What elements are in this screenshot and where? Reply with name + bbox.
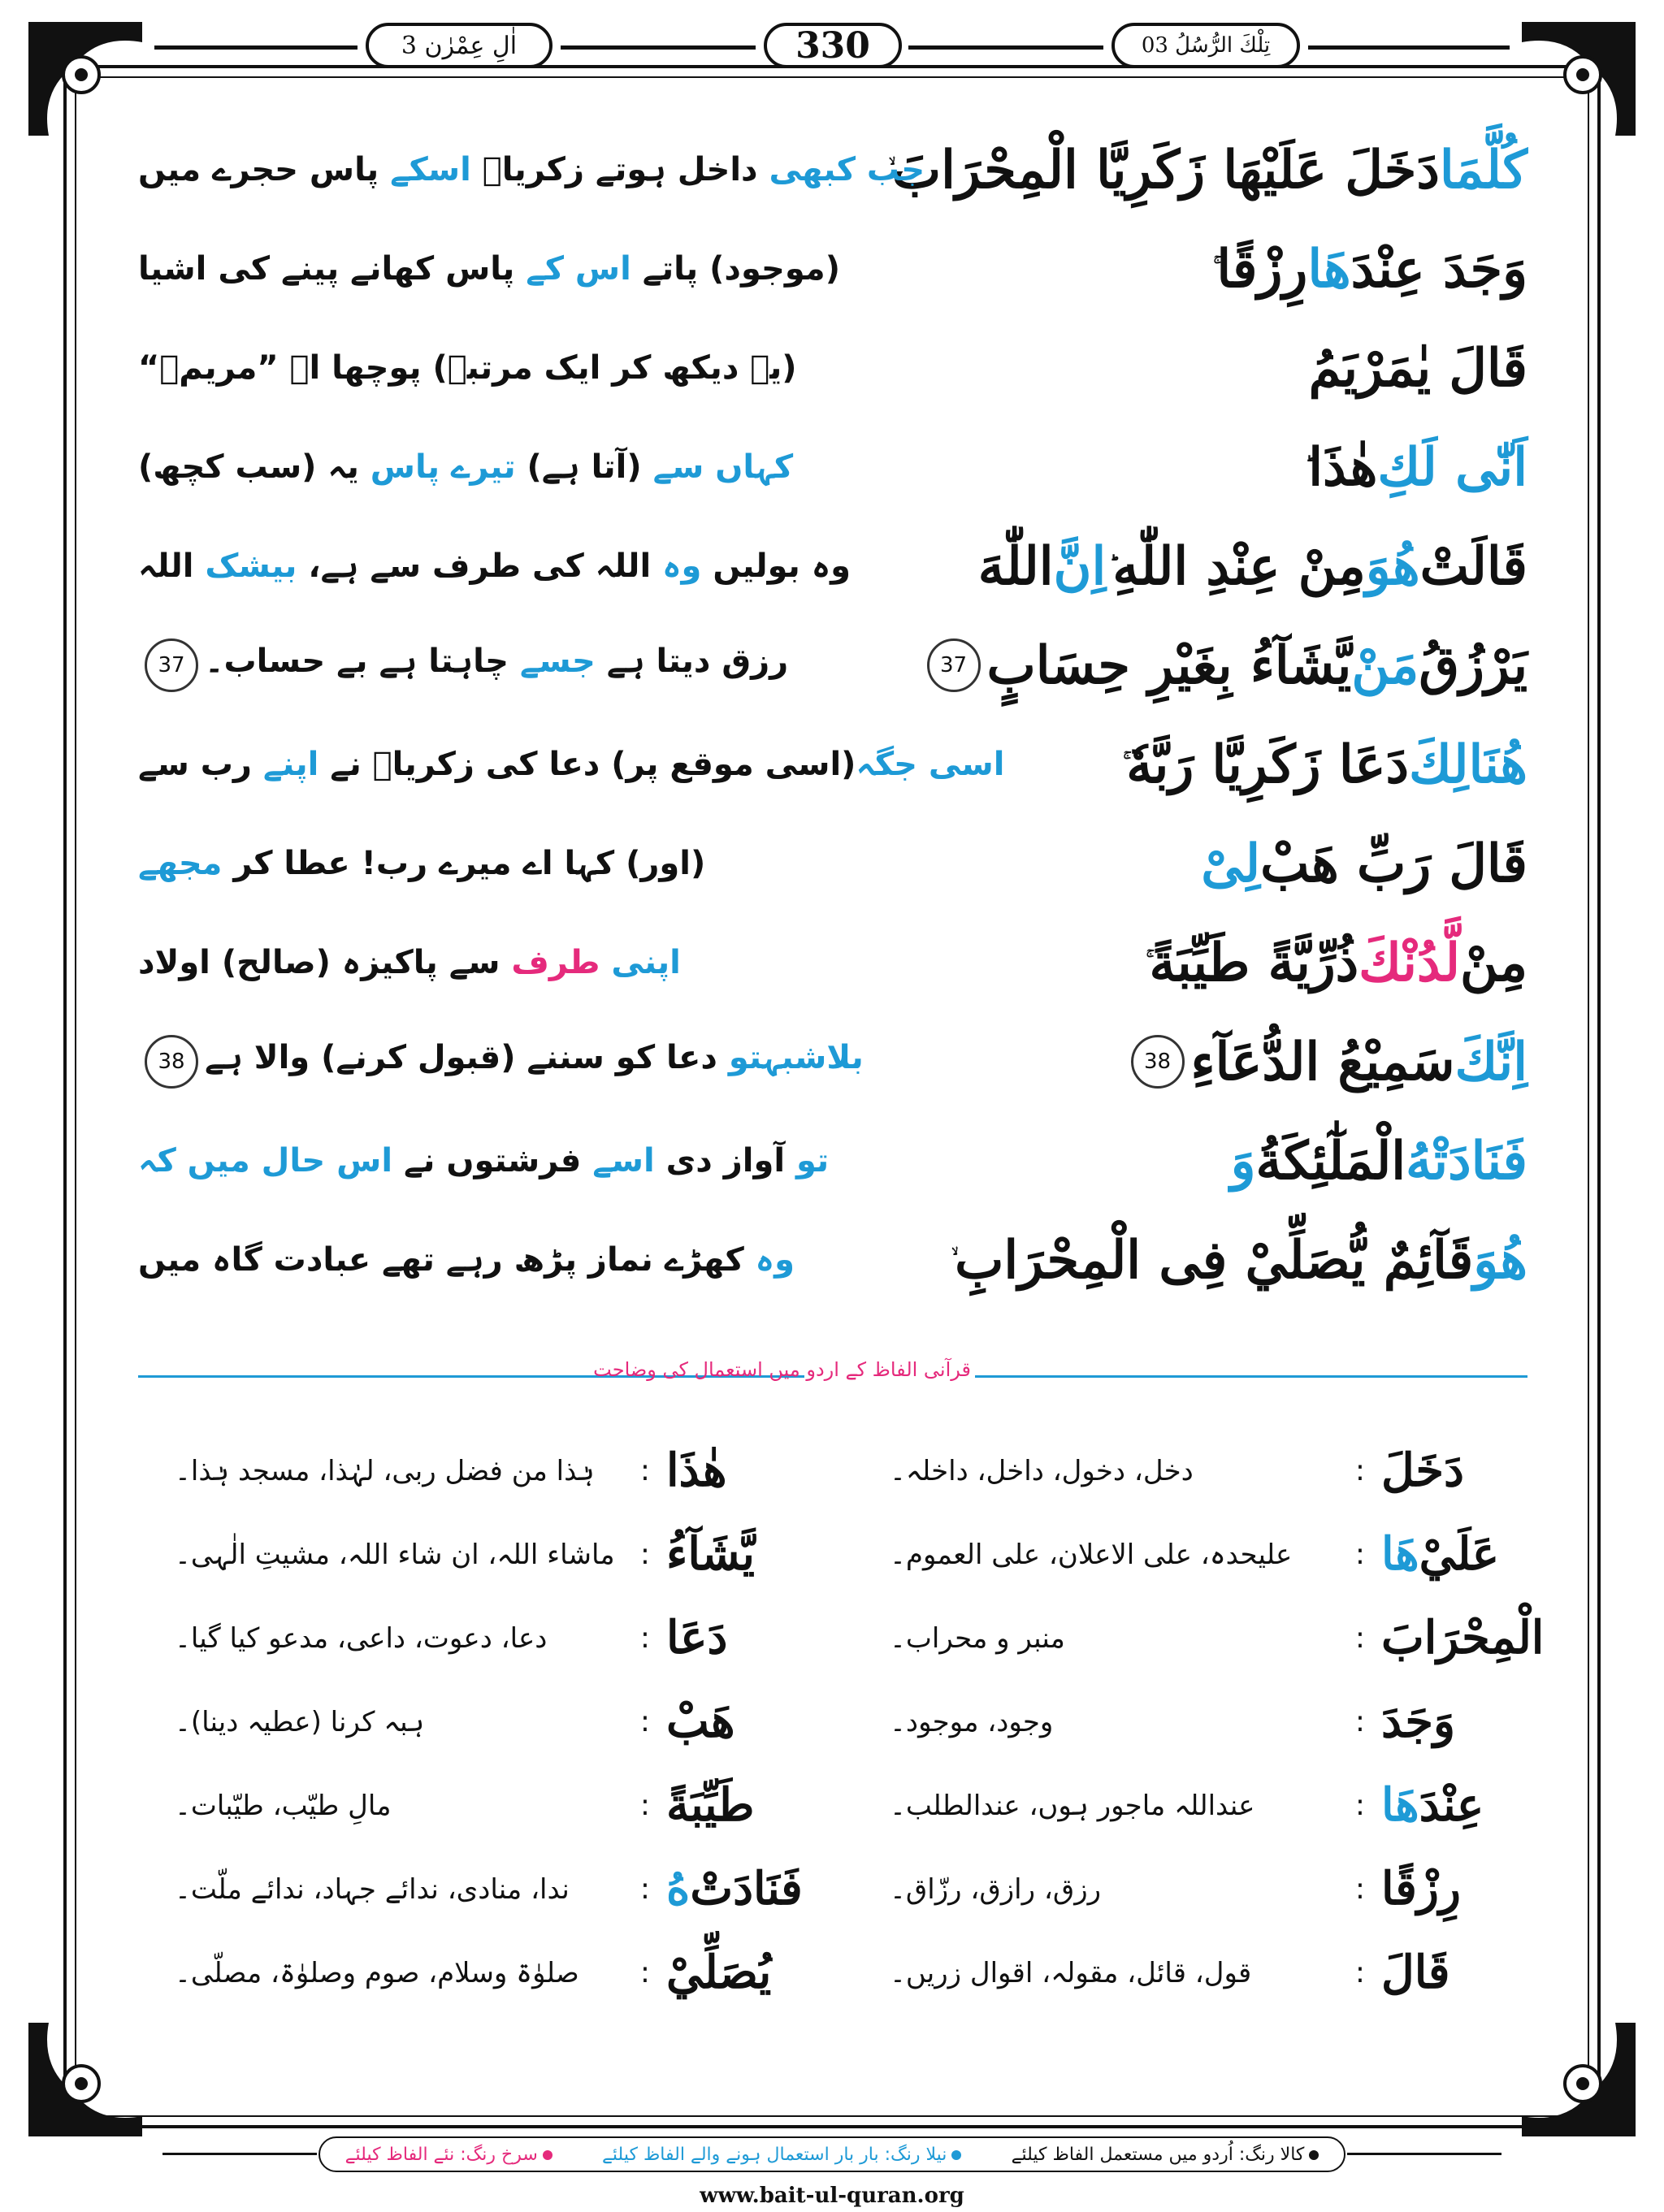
text-segment: کھڑے نماز پڑھ رہے تھے عبادت گاہ میں — [138, 1241, 756, 1279]
text-segment: وہ — [755, 1241, 795, 1279]
text-segment: هَبْ — [666, 1695, 735, 1748]
arabic-verse — [1309, 318, 1528, 418]
glossary-definition: وجود، موجود۔ — [890, 1705, 1054, 1738]
ayah-number-marker: 38 — [1131, 1035, 1185, 1089]
glossary-separator: : — [1354, 1788, 1365, 1822]
verse-row — [138, 715, 1528, 814]
glossary-separator: : — [639, 1955, 650, 1989]
glossary-definition: قول، قائل، مقولہ، اقوال زریں۔ — [890, 1956, 1252, 1989]
glossary-word — [1381, 1597, 1545, 1678]
text-segment: هَا — [1381, 1778, 1419, 1832]
verse-row — [138, 913, 1528, 1012]
arabic-verse — [1201, 814, 1528, 913]
legend-blue: نیلا رنگ: بار بار استعمال ہونے والے الفاظ کیلئے — [602, 2145, 961, 2165]
glossary-entry — [171, 1430, 812, 1511]
urdu-translation — [138, 1035, 864, 1089]
glossary-definition: صلوٰۃ وسلام، صوم وصلوٰۃ، مصلّی۔ — [175, 1956, 579, 1989]
text-segment: یہ (سب کچھ) — [138, 448, 370, 486]
text-segment: فَنَادَتْهُ — [1405, 1130, 1528, 1192]
website-url[interactable]: www.bait-ul-quran.org — [700, 2184, 964, 2208]
glossary-word — [1381, 1681, 1528, 1762]
footer-rule — [1347, 2153, 1502, 2155]
text-segment: هُنَالِكَ — [1409, 734, 1528, 795]
glossary-separator: : — [639, 1872, 650, 1906]
text-segment: بیشک — [205, 548, 297, 585]
urdu-translation — [138, 448, 793, 486]
text-segment: اِنَّكَ — [1454, 1031, 1528, 1093]
arabic-verse — [948, 1210, 1528, 1309]
text-segment: اللہ — [138, 548, 206, 585]
glossary-entry — [886, 1764, 1528, 1846]
glossary-separator: : — [639, 1621, 650, 1655]
text-segment: اس حال میں کہ — [138, 1142, 393, 1180]
glossary-separator: : — [639, 1704, 650, 1738]
glossary-heading: قرآنی الفاظ کے اردو میں استعمال کی وضاحت — [593, 1358, 971, 1381]
text-segment: هُوَ — [1473, 1229, 1528, 1291]
ayah-number-marker: 37 — [145, 638, 198, 692]
text-segment: رِزْقًا — [1216, 238, 1308, 300]
glossary-entry — [886, 1513, 1528, 1595]
text-segment: الْمِحْرَابَ — [1381, 1611, 1545, 1664]
glossary-entry — [886, 1597, 1545, 1678]
glossary-word — [1381, 1764, 1528, 1846]
text-segment: دَعَا زَكَرِيَّا رَبَّهٗ — [1126, 734, 1409, 795]
text-segment: ذُرِّيَّةً طَيِّبَةً — [1149, 932, 1359, 993]
urdu-translation — [138, 638, 788, 692]
arabic-verse — [886, 120, 1528, 219]
glossary-separator: : — [639, 1537, 650, 1571]
text-segment: قَالَ يٰمَرْيَمُ — [1308, 337, 1528, 399]
glossary-entry — [886, 1681, 1528, 1762]
glossary-definition: دعا، دعوت، داعی، مدعو کیا گیا۔ — [175, 1621, 548, 1655]
urdu-translation — [138, 548, 851, 585]
verse-row — [138, 120, 1528, 219]
glossary-definition: رزق، رازق، رزّاق۔ — [890, 1872, 1102, 1906]
text-segment: مجھے — [138, 845, 223, 882]
text-segment: طرف — [511, 944, 600, 981]
glossary-entry — [886, 1848, 1528, 1929]
footer-rule — [162, 2153, 317, 2155]
glossary-word — [666, 1764, 812, 1846]
verse-row — [138, 616, 1528, 715]
text-segment: چاہتا ہے بے حساب۔ — [205, 643, 520, 680]
text-segment: جب كبھی — [769, 151, 925, 188]
verse-row — [138, 1012, 1528, 1111]
color-legend — [318, 2136, 1346, 2172]
glossary-word — [1381, 1848, 1528, 1929]
glossary-word — [1381, 1932, 1528, 2013]
glossary-separator: : — [639, 1788, 650, 1822]
glossary-definition: منبر و محراب۔ — [890, 1621, 1065, 1655]
urdu-translation — [138, 1241, 795, 1279]
glossary-definition: علیحدہ، علی الاعلان، علی العموم۔ — [890, 1538, 1293, 1571]
text-segment: اسے — [592, 1142, 655, 1180]
text-segment: دَخَلَ عَلَيْهَا زَكَرِيَّا الْمِحْرَابَ — [891, 139, 1440, 201]
header-rule — [561, 45, 756, 50]
text-segment: رِزْقًا — [1381, 1862, 1461, 1915]
glossary-separator: : — [1354, 1955, 1365, 1989]
glossary-word — [1381, 1430, 1528, 1511]
text-segment: يَرْزُقُ — [1419, 634, 1528, 696]
arabic-verse — [1231, 1111, 1528, 1210]
text-segment: يَّشَآءُ بِغَيْرِ حِسَابٍ — [986, 634, 1352, 696]
legend-black: کالا رنگ: اُردو میں مستعمل الفاظ کیلئے — [1012, 2145, 1320, 2165]
arabic-verse — [1302, 418, 1528, 517]
urdu-translation — [138, 746, 1004, 783]
text-segment: قَآئِمٌ يُّصَلِّيْ فِی الْمِحْرَابِ — [955, 1229, 1474, 1291]
text-segment: اپنے — [262, 746, 319, 783]
glossary-definition: مالِ طیّب، طیّبات۔ — [175, 1789, 392, 1822]
text-segment: وَجَدَ — [1381, 1695, 1456, 1748]
text-segment: مِنْ عِنْدِ اللّٰهِ — [1112, 535, 1366, 597]
text-segment: کہاں سے — [652, 448, 794, 486]
header-rule — [1308, 45, 1510, 50]
corner-ornament-icon — [1518, 2019, 1640, 2141]
glossary-separator: : — [1354, 1872, 1365, 1906]
text-segment: قَالَ — [1381, 1946, 1450, 1999]
text-segment: اَنّٰى لَكِ — [1377, 436, 1528, 498]
text-segment: عِنْدَ — [1419, 1778, 1484, 1832]
text-segment: مَنْ — [1351, 634, 1419, 696]
page-number: 330 — [764, 23, 902, 68]
text-segment: كُلَّمَا — [1439, 139, 1528, 201]
text-segment: هٰذَا — [1308, 436, 1378, 498]
legend-red: سرخ رنگ: نئے الفاظ کیلئے — [345, 2145, 552, 2165]
corner-ornament-icon — [24, 2019, 146, 2141]
urdu-translation — [138, 151, 925, 188]
glossary-definition: عنداللہ ماجور ہوں، عندالطلب۔ — [890, 1789, 1255, 1822]
verse-row — [138, 1111, 1528, 1210]
glossary-entry — [171, 1848, 812, 1929]
text-segment: وہ — [662, 548, 702, 585]
header-rule — [908, 45, 1103, 50]
text-segment: (موجود) پاتے — [630, 250, 840, 288]
text-segment: مِنْ — [1460, 932, 1528, 993]
text-segment: قَالَ رَبِّ هَبْ — [1260, 833, 1528, 894]
text-segment: رب سے — [138, 746, 263, 783]
text-segment: وہ بولیں — [701, 548, 851, 585]
text-segment: تو — [728, 1039, 763, 1076]
text-segment: تیرے پاس — [370, 448, 516, 486]
urdu-translation — [138, 845, 705, 882]
verse-row — [138, 418, 1528, 517]
glossary-separator: : — [639, 1453, 650, 1487]
arabic-verse — [1142, 913, 1528, 1012]
text-segment: (آتا ہے) — [515, 448, 653, 486]
text-segment: هَا — [1381, 1527, 1419, 1581]
glossary-definition: دخل، دخول، داخل، داخلہ۔ — [890, 1454, 1194, 1487]
glossary-definition: ماشاء اللہ، ان شاء اللہ، مشیتِ الٰہی۔ — [175, 1538, 615, 1571]
text-segment: تو — [796, 1142, 830, 1180]
text-segment: وَجَدَ عِنْدَ — [1350, 238, 1528, 300]
glossary-definition: ہبہ کرنا (عطیہ دینا)۔ — [175, 1705, 425, 1738]
text-segment: پاس حجرے میں — [138, 151, 391, 188]
text-segment: قَالَتْ — [1419, 535, 1528, 597]
text-segment: الْمَلٰٓئِكَةُ — [1255, 1130, 1406, 1192]
verse-row — [138, 517, 1528, 616]
glossary-entry — [171, 1513, 812, 1595]
glossary-entry — [171, 1681, 812, 1762]
text-segment: هٰذَا — [666, 1444, 727, 1497]
glossary-separator: : — [1354, 1453, 1365, 1487]
text-segment: هَا — [1307, 238, 1351, 300]
text-segment: رزق دیتا ہے — [595, 643, 789, 680]
urdu-translation — [138, 944, 681, 981]
glossary-separator: : — [1354, 1621, 1365, 1655]
text-segment: لَّدُنْكَ — [1358, 932, 1460, 993]
text-segment: (اور) کہا اے میرے رب! عطا کر — [222, 845, 706, 882]
verse-row — [138, 318, 1528, 418]
text-segment: اسی جگہ — [856, 746, 1005, 783]
text-segment: اِنَّ — [1053, 535, 1107, 597]
text-segment: آواز دی — [654, 1142, 796, 1180]
glossary-word — [666, 1681, 812, 1762]
verse-row — [138, 219, 1528, 318]
glossary-separator: : — [1354, 1704, 1365, 1738]
verse-row — [138, 1210, 1528, 1309]
text-segment: فَنَادَتْ — [690, 1862, 803, 1915]
glossary-word — [666, 1597, 812, 1678]
text-segment: دَعَا — [666, 1611, 728, 1664]
text-segment: يَّشَآءُ — [666, 1527, 755, 1581]
arabic-verse — [1124, 1012, 1528, 1111]
text-segment: دَخَلَ — [1381, 1444, 1464, 1497]
arabic-verse — [1210, 219, 1528, 318]
text-segment: يُصَلِّيْ — [666, 1946, 772, 1999]
text-segment: جسے — [519, 643, 596, 680]
glossary-definition: ہٰذا من فضل ربی، لہٰذا، مسجد ہٰذا۔ — [175, 1454, 595, 1487]
text-segment: داخل ہوتے زکریاؑ — [470, 151, 769, 188]
glossary-entry — [171, 1932, 812, 2013]
glossary-word — [666, 1932, 812, 2013]
arabic-verse — [1120, 715, 1528, 814]
glossary-definition: ندا، منادی، ندائے جہاد، ندائے ملّت۔ — [175, 1872, 570, 1906]
text-segment: بلاشبہ — [762, 1039, 864, 1076]
header-rule — [154, 45, 358, 50]
text-segment: پاس کھانے پینے کی اشیا — [138, 250, 526, 288]
glossary-entry — [171, 1597, 812, 1678]
text-segment: سے پاکیزہ (صالح) اولاد — [138, 944, 512, 981]
text-segment: عَلَيْ — [1419, 1527, 1500, 1581]
juz-label: تِلْكَ الرُّسُلُ 03 — [1112, 23, 1300, 68]
text-segment: اس کے — [526, 250, 631, 288]
text-segment: دعا کو سننے (قبول کرنے) والا ہے — [205, 1039, 729, 1076]
glossary-word — [666, 1513, 812, 1595]
glossary-entry — [171, 1764, 812, 1846]
text-segment: طَيِّبَةً — [666, 1778, 755, 1832]
verse-row — [138, 814, 1528, 913]
arabic-verse — [921, 616, 1528, 715]
text-segment: فرشتوں نے — [392, 1142, 593, 1180]
urdu-translation — [138, 349, 797, 387]
glossary-word — [666, 1848, 812, 1929]
surah-label: اٰلِ عِمْرٰن 3 — [366, 23, 552, 68]
glossary-word — [1381, 1513, 1528, 1595]
glossary-word — [666, 1430, 812, 1511]
urdu-translation — [138, 1142, 829, 1180]
text-segment: اللہ کی طرف سے ہے، — [297, 548, 663, 585]
page-header — [0, 15, 1664, 80]
text-segment: هُوَ — [1365, 535, 1420, 597]
section-divider — [975, 1375, 1528, 1378]
arabic-verse — [978, 517, 1528, 616]
text-segment: اپنی — [600, 944, 681, 981]
text-segment: هُ — [666, 1862, 691, 1915]
glossary-entry — [886, 1430, 1528, 1511]
ayah-number-marker: 37 — [927, 638, 981, 692]
text-segment: لِیْ — [1201, 833, 1261, 894]
text-segment: (یہ دیکھ کر ایک مرتبہ) پوچھا اے ”مریمؑ“ — [138, 349, 797, 387]
ayah-number-marker: 38 — [145, 1035, 198, 1089]
glossary-separator: : — [1354, 1537, 1365, 1571]
urdu-translation — [138, 250, 840, 288]
text-segment: (اسی موقع پر) دعا کی زکریاؑ نے — [318, 746, 856, 783]
text-segment: سَمِيْعُ الدُّعَآءِ — [1190, 1031, 1455, 1093]
text-segment: اسکے — [390, 151, 471, 188]
glossary-entry — [886, 1932, 1528, 2013]
text-segment: اللّٰهَ — [977, 535, 1054, 597]
text-segment: وَ — [1230, 1130, 1256, 1192]
